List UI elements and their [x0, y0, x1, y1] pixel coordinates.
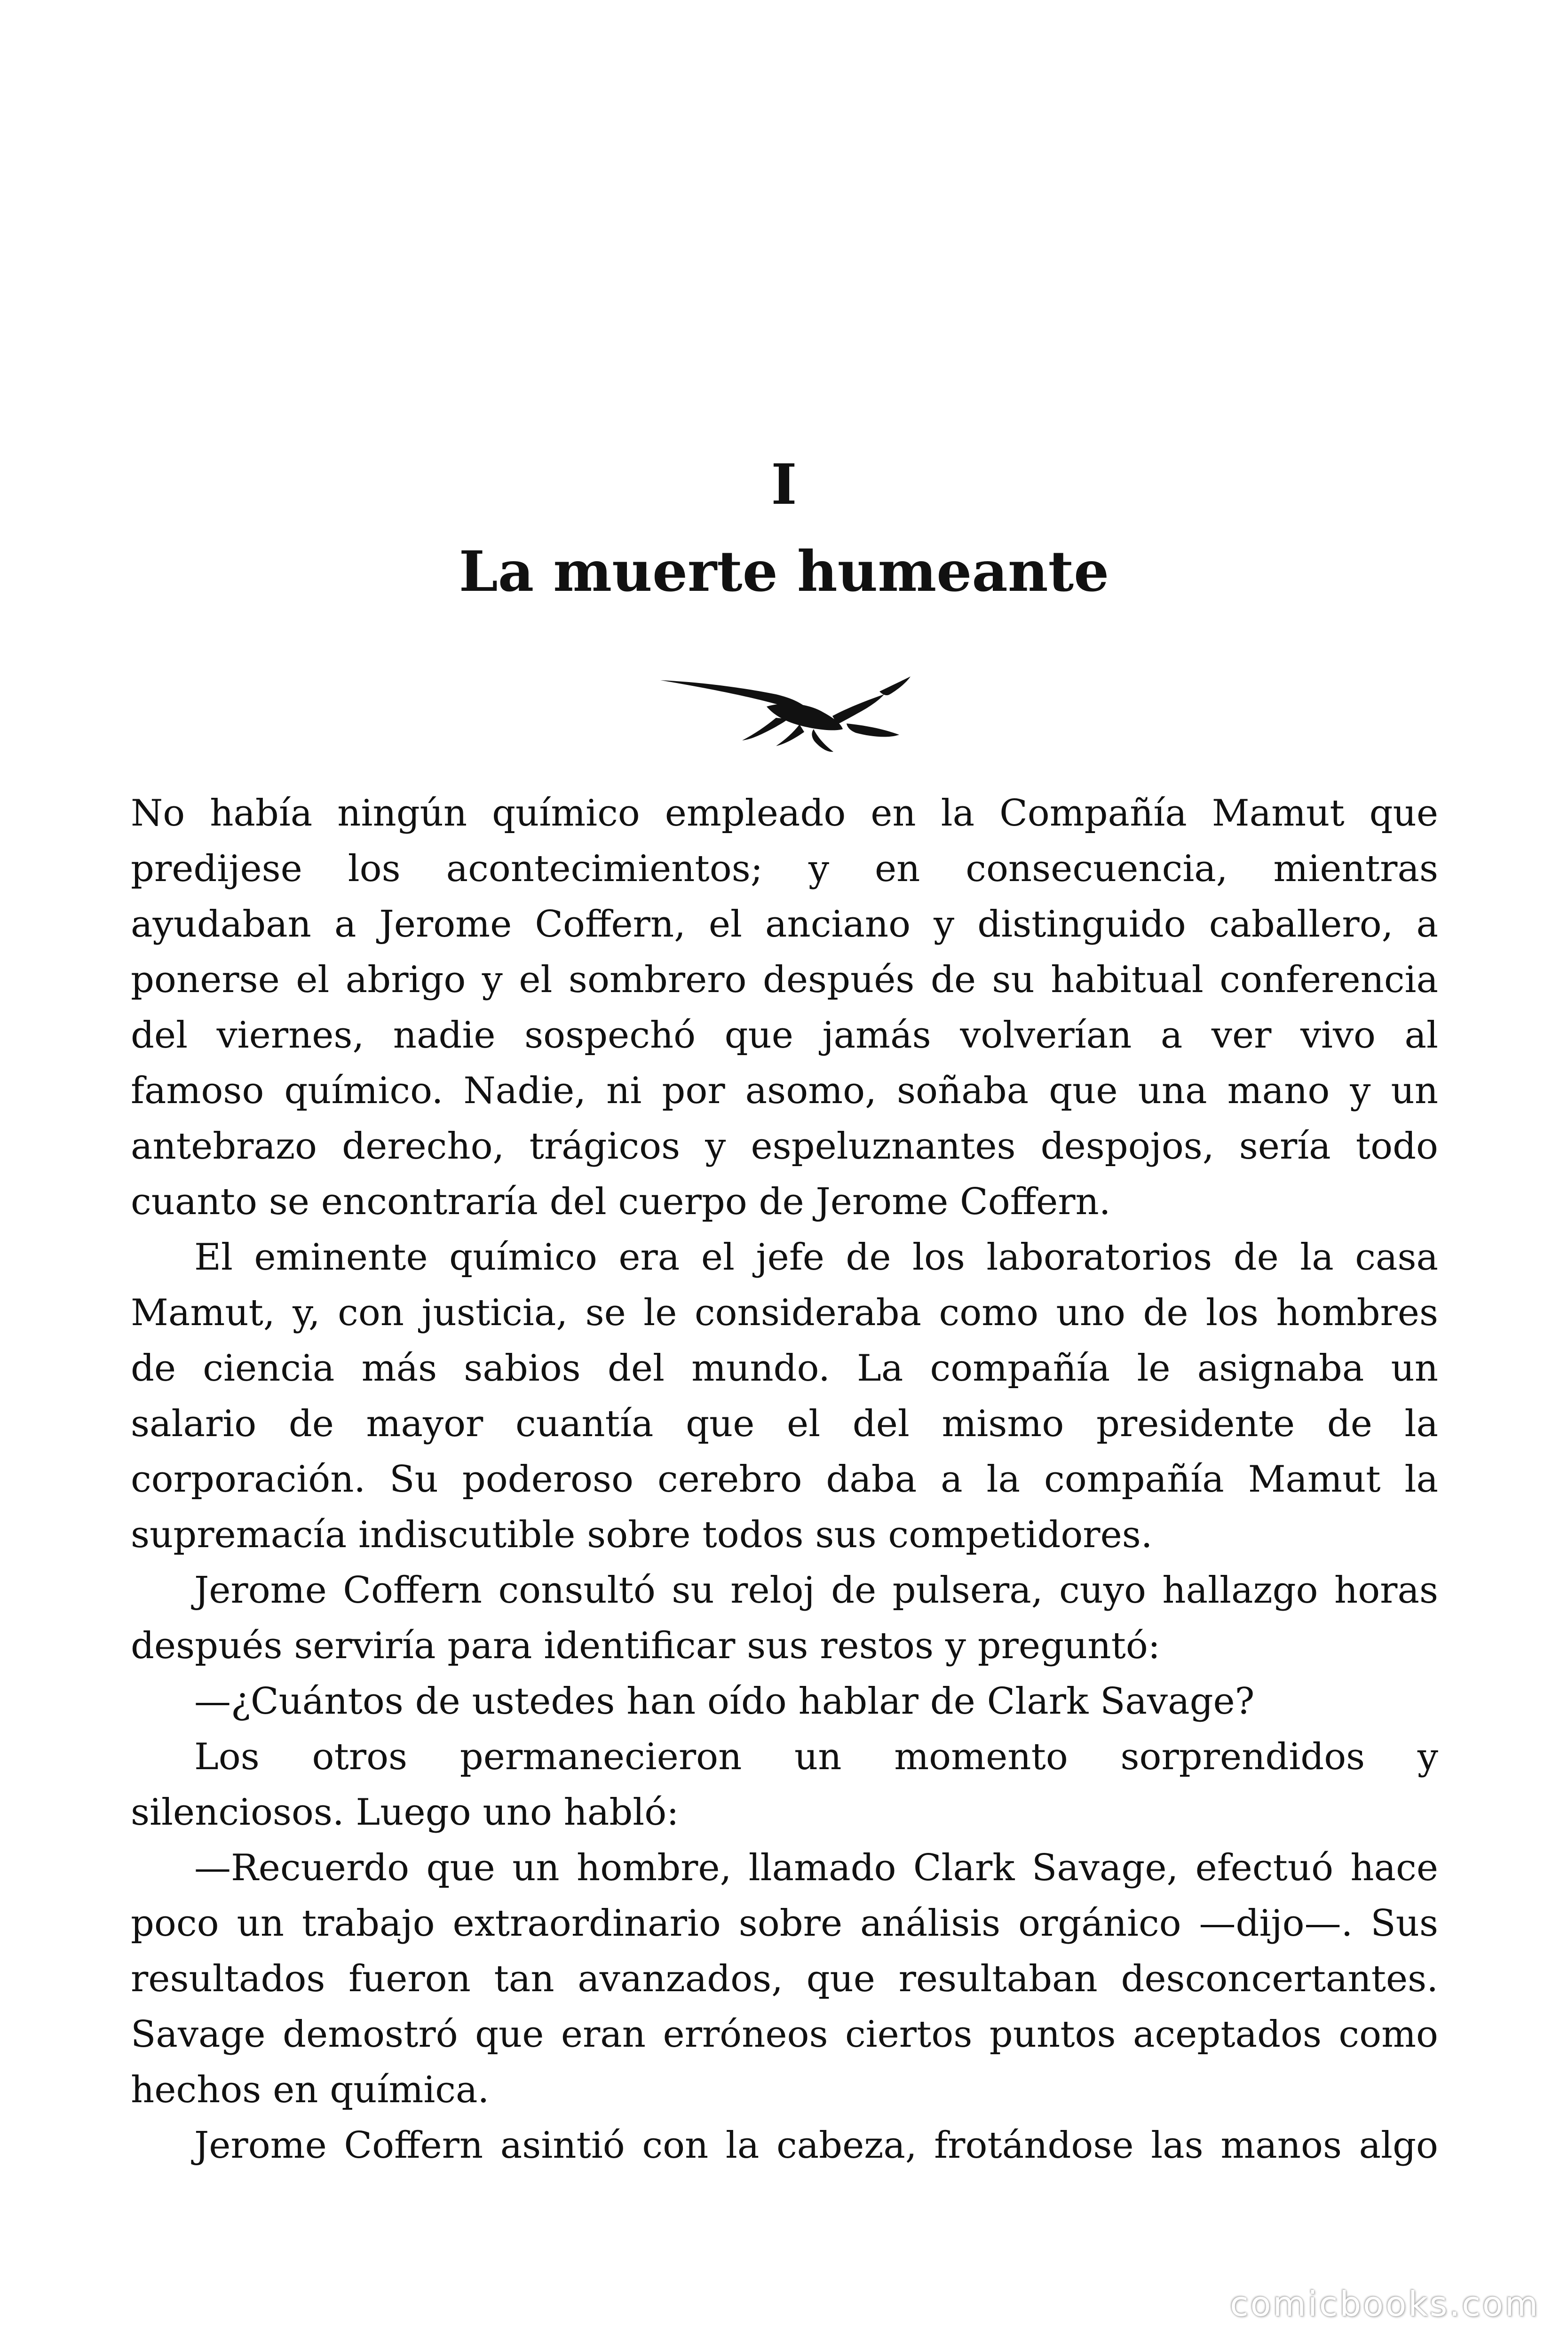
text-line: corporación. Su poderoso cerebro daba a la compañía Mamut la: [131, 1458, 1438, 1501]
text-line: poco un trabajo extraordinario sobre análisis orgánico —dijo—. Sus: [131, 1902, 1438, 1945]
chapter-number: I: [771, 452, 797, 517]
text-line: ponerse el abrigo y el sombrero después de su habitual conferencia: [131, 959, 1438, 1001]
text-line: ayudaban a Jerome Coffern, el anciano y distinguido caballero, a: [131, 903, 1438, 946]
text-line: del viernes, nadie sospechó que jamás volverían a ver vivo al: [131, 1014, 1438, 1057]
text-line: —Recuerdo que un hombre, llamado Clark Savage, efectuó hace: [194, 1847, 1438, 1889]
text-line: El eminente químico era el jefe de los laboratorios de la casa: [194, 1236, 1438, 1279]
text-line: Savage demostró que eran erróneos ciertos puntos aceptados como: [131, 2013, 1438, 2056]
text-line: de ciencia más sabios del mundo. La compañía le asignaba un: [131, 1347, 1438, 1390]
text-line: Los otros permanecieron un momento sorprendidos y: [194, 1736, 1438, 1778]
text-line: famoso químico. Nadie, ni por asomo, soñaba que una mano y un: [131, 1070, 1438, 1112]
text-line: después serviría para identificar sus restos y preguntó:: [131, 1625, 1161, 1667]
text-line: supremacía indiscutible sobre todos sus competidores.: [131, 1514, 1153, 1556]
ornament-shape: [660, 676, 911, 752]
text-line: —¿Cuántos de ustedes han oído hablar de Clark Savage?: [194, 1680, 1255, 1723]
text-line: hechos en química.: [131, 2069, 490, 2111]
text-line: Jerome Coffern asintió con la cabeza, frotándose las manos algo: [194, 2124, 1438, 2167]
chapter-title: La muerte humeante: [459, 539, 1109, 604]
text-line: silenciosos. Luego uno habló:: [131, 1791, 679, 1834]
text-line: Jerome Coffern consultó su reloj de pulsera, cuyo hallazgo horas: [194, 1569, 1438, 1612]
text-line: resultados fueron tan avanzados, que resultaban desconcertantes.: [131, 1958, 1438, 2000]
text-line: cuanto se encontraría del cuerpo de Jerome Coffern.: [131, 1181, 1111, 1223]
pterodactyl-silhouette-icon: [658, 663, 912, 757]
text-line: Mamut, y, con justicia, se le consideraba como uno de los hombres: [131, 1292, 1438, 1334]
text-line: salario de mayor cuantía que el del mismo presidente de la: [131, 1403, 1438, 1445]
text-line: predijese los acontecimientos; y en consecuencia, mientras: [131, 848, 1438, 890]
text-line: No había ningún químico empleado en la Compañía Mamut que: [131, 792, 1438, 834]
watermark: comicbooks.com: [1229, 2284, 1540, 2324]
text-line: antebrazo derecho, trágicos y espeluznantes despojos, sería todo: [131, 1125, 1438, 1168]
chapter-body-text: [131, 786, 1438, 2173]
